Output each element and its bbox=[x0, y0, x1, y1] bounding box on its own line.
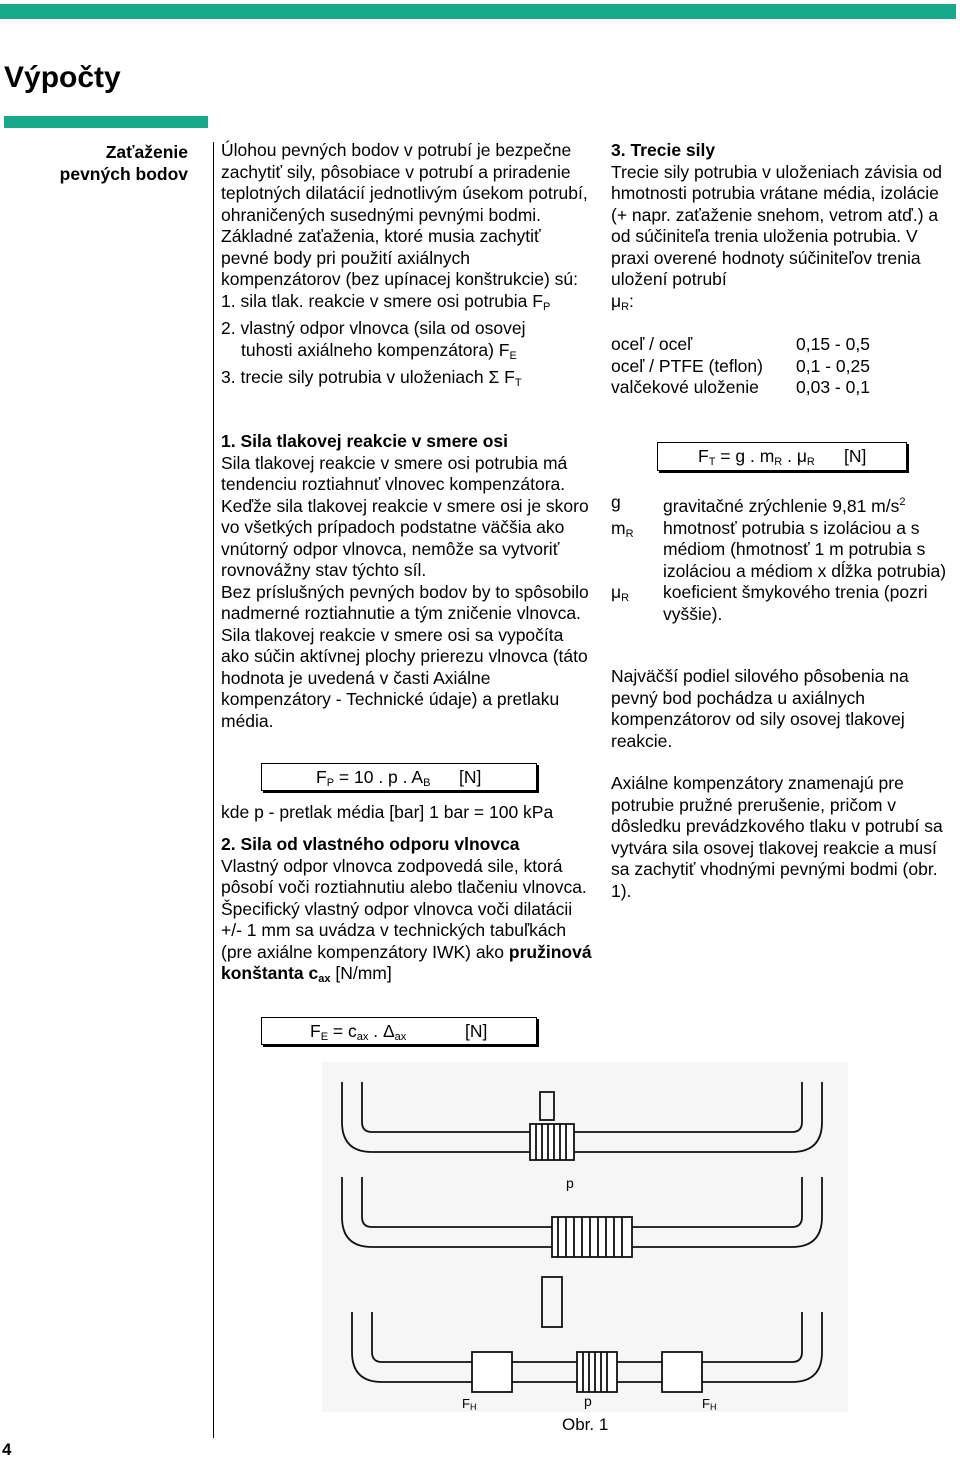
section-accent-bar bbox=[4, 116, 208, 128]
pressure-note: kde p - pretlak média [bar] 1 bar = 100 kPa bbox=[221, 802, 554, 822]
section-2-heading: 2. Sila od vlastného odporu vlnovca bbox=[221, 834, 520, 854]
label-p: p bbox=[566, 1175, 574, 1191]
side-heading-line1: Zaťaženie bbox=[105, 142, 188, 162]
load-item-2b: tuhosti axiálneho kompenzátora) $F_E$ bbox=[241, 339, 517, 362]
section-1-heading: 1. Sila tlakovej reakcie v smere osi bbox=[221, 431, 508, 451]
pipe-diagram-figure bbox=[322, 1062, 848, 1412]
section-3-heading: 3. Trecie sily bbox=[611, 140, 716, 160]
symbol-glossary bbox=[611, 492, 956, 625]
formula-fe: $F_E = c_{ax}$ . $\Delta_{ax}$ bbox=[310, 1021, 407, 1043]
formula-fp-unit: [N] bbox=[459, 767, 482, 787]
paragraph-axial-compensators: Axiálne kompenzátory znamenajú pre potrubie pružné prerušenie, pričom v dôsledku prevádzkového tlaku v potrubí sa vytvára sila osovej tlakovej reakcie a musí sa zachytiť vhodnými pevnými bodmi (obr. 1). bbox=[611, 773, 943, 901]
formula-ft-unit: [N] bbox=[844, 446, 867, 466]
formula-box-fe bbox=[261, 1017, 537, 1045]
section-1 bbox=[221, 431, 593, 732]
side-heading-line2: pevných bodov bbox=[59, 164, 188, 184]
intro-paragraph: Úlohou pevných bodov v potrubí je bezpečne zachytiť sily, pôsobiace v potrubí a priradenie teplotných dilatácií jednotlivým úsekom potrubí, ohraničených susednými pevnými bodmi. bbox=[221, 140, 588, 225]
section-2-paragraph: Vlastný odpor vlnovca zodpovedá sile, ktorá pôsobí voči roztiahnutiu alebo tlačeniu vlnovca. Špecifický vlastný odpor vlnovca voči dilatácii +/- 1 mm sa uvádza v technických tabuľkách (pre axiálne kompenzátory IWK) ako pružinová konštanta $c_{ax}$ [N/mm] bbox=[221, 855, 592, 985]
page-title: Výpočty bbox=[4, 61, 121, 94]
section-2 bbox=[221, 834, 593, 991]
label-fh: FH bbox=[462, 1396, 477, 1412]
label-fh: FH bbox=[702, 1396, 717, 1412]
load-item-2a: 2. vlastný odpor vlnovca (sila od osovej bbox=[221, 318, 526, 338]
label-p: p bbox=[584, 1393, 592, 1409]
section-3-paragraph: Trecie sily potrubia v uloženiach závisia od hmotnosti potrubia vrátane média, izolácie (+ napr. zaťaženie snehom, vetrom atď.) a od súčiniteľa trenia uloženia potrubia. V praxi overené hodnoty súčiniteľov trenia uložení potrubí bbox=[611, 161, 943, 289]
section-3 bbox=[611, 140, 956, 318]
glossary-mr: $m_R$ hmotnosť potrubia s izoláciou a s médiom (hmotnosť 1 m potrubia s izoláciou a médiom x dĺžka potrubia) bbox=[611, 517, 947, 581]
column-divider bbox=[213, 142, 214, 1438]
friction-row: oceľ / oceľ 0,15 - 0,5 bbox=[611, 334, 870, 354]
formula-fp: $F_P = 10$ . p . $A_B$ bbox=[316, 767, 431, 789]
column-1-top bbox=[221, 140, 593, 395]
section-1-paragraph-2: Bez príslušných pevných bodov by to spôsobilo nadmerné roztiahnutie a tým zničenie vlnovca. Sila tlakovej reakcie v smere osi sa vypočíta ako súčin aktívnej plochy prierezu vlnovca (táto hodnota je uvedená v časti Axiálne kompenzátory - Technické údaje) a pretlaku média. bbox=[221, 581, 589, 731]
friction-table bbox=[611, 334, 956, 399]
friction-row: valčekové uloženie 0,03 - 0,1 bbox=[611, 377, 870, 397]
paragraph-largest-share: Najväčší podiel silového pôsobenia na pevný bod pochádza u axiálnych kompenzátorov od sily osovej tlakovej reakcie. bbox=[611, 666, 909, 751]
load-item-1: 1. sila tlak. reakcie v smere osi potrubia $F_P$ bbox=[221, 290, 551, 313]
glossary-mu: $\mu_R$ koeficient šmykového trenia (pozri vyššie). bbox=[611, 582, 928, 624]
friction-row: oceľ / PTFE (teflon) 0,1 - 0,25 bbox=[611, 355, 870, 376]
load-item-3: 3. trecie sily potrubia v uloženiach Σ $F_T$ bbox=[221, 367, 522, 389]
formula-ft: $F_T = g$ . $m_R$ . $\mu_R$ bbox=[698, 446, 815, 468]
formula-box-ft bbox=[657, 442, 907, 471]
formula-box-fp bbox=[261, 763, 537, 791]
top-accent-bar bbox=[0, 4, 956, 19]
intro-paragraph-2: Základné zaťaženia, ktoré musia zachytiť pevné body pri použití axiálnych kompenzátorov (bez upínacej konštrukcie) sú: bbox=[221, 226, 578, 289]
figure-caption: Obr. 1 bbox=[562, 1415, 609, 1434]
friction-symbol: $\mu_R$: bbox=[611, 290, 634, 313]
formula-fe-unit: [N] bbox=[465, 1021, 488, 1041]
section-1-paragraph: Sila tlakovej reakcie v smere osi potrubia má tendenciu roztiahnuť vlnovec kompenzátora. Keďže sila tlakovej reakcie v smere osi je skoro vo všetkých prípadoch podstatne väčšia ako vnútorný odpor vlnovca, nemôže sa vytvoriť rovnovážny stav týchto síl. bbox=[221, 452, 589, 580]
page-number: 4 bbox=[2, 1440, 12, 1459]
glossary-g: g gravitačné zrýchlenie 9,81 $m/s^2$ bbox=[611, 492, 906, 516]
side-heading bbox=[10, 141, 188, 185]
